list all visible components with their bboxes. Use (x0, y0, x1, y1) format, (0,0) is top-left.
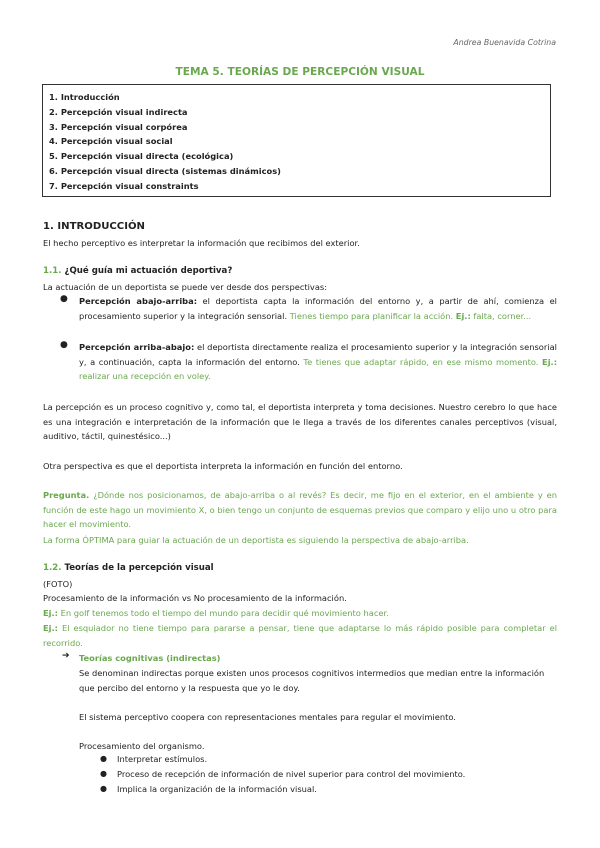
cognitive-theories-title: Teorías cognitivas (indirectas) (79, 653, 221, 663)
question-paragraph (43, 488, 557, 532)
example-text: En golf tenemos todo el tiempo del mundo para decidir qué movimiento hacer. (60, 608, 389, 618)
example-text: realizar una recepción en voley. (79, 371, 211, 381)
list-item: Implica la organización de la información visual. (117, 784, 317, 794)
question-text: ¿Dónde nos posicionamos, de abajo-arriba o al revés? Es decir, me fijo en el exterior, en el ambiente y en función de este hago un movimiento X, o bien tengo un conjunto de esquemas previos que comparo y elijo uno u otro para hacer el movimiento. (43, 490, 558, 529)
answer-paragraph: La forma ÓPTIMA para guiar la actuación de un deportista es siguiendo la perspectiva de abajo-arriba. (43, 535, 469, 545)
example-label: Ej.: (43, 608, 58, 618)
bullet-dot: ● (60, 340, 68, 350)
bullet-top-down (79, 340, 557, 384)
bullet-bottom-up (79, 294, 557, 323)
author-name: Andrea Buenavida Cotrina (453, 38, 556, 47)
table-of-contents (42, 84, 551, 197)
bullet-label: Percepción abajo-arriba: (79, 296, 198, 306)
subsection-title: ¿Qué guía mi actuación deportiva? (64, 266, 233, 276)
list-item: Proceso de recepción de información de nivel superior para control del movimiento. (117, 769, 466, 779)
example-label: Ej.: (43, 623, 58, 633)
bullet-note: Te tienes que adaptar rápido, en ese mismo momento. (303, 356, 539, 367)
bullet-text: el deportista capta la información del entorno y, a partir de ahí, comienza el procesamiento superior y la integración sensorial. (79, 296, 557, 321)
bullet-label: Percepción arriba-abajo: (79, 342, 195, 352)
question-label: Pregunta. (43, 490, 90, 500)
subsection-heading (43, 266, 557, 276)
bullet-text: el deportista directamente realiza el procesamiento superior y la integración sensorial y, a continuación, capta la información del entorno. (79, 342, 557, 367)
toc-item: 4. Percepción visual social (49, 136, 173, 147)
paragraph: Procesamiento de la información vs No procesamiento de la información. (43, 593, 347, 603)
subsection-lead: La actuación de un deportista se puede ver desde dos perspectivas: (43, 282, 328, 292)
toc-item: 1. Introducción (49, 92, 120, 102)
cognitive-theories-text: Se denominan indirectas porque existen unos procesos cognitivos intermedios que median entre la información que percibo del entorno y la respuesta que yo le doy. (79, 668, 545, 693)
example-label: Ej.: (542, 356, 558, 367)
toc-item: 7. Percepción visual constraints (49, 180, 199, 191)
photo-placeholder: (FOTO) (43, 579, 73, 589)
list-item: Interpretar estímulos. (117, 754, 208, 764)
toc-item: 6. Percepción visual directa (sistemas dinámicos) (49, 165, 281, 176)
toc-item: 3. Percepción visual corpórea (49, 121, 188, 132)
bullet-dot: ● (100, 784, 107, 793)
subsection-heading (43, 563, 557, 573)
example-text: El esquiador no tiene tiempo para pararse a pensar, tiene que adaptarse lo más rápido posible para completar el recorrido. (43, 623, 557, 648)
bullet-note: Tienes tiempo para planificar la acción. (289, 310, 454, 321)
example-ski (43, 621, 557, 650)
example-label: Ej.: (455, 310, 471, 321)
paragraph: Otra perspectiva es que el deportista interpreta la información en función del entorno. (43, 461, 403, 471)
paragraph: El sistema perceptivo coopera con representaciones mentales para regular el movimiento. (79, 712, 456, 722)
section-heading: 1. INTRODUCCIÓN (43, 221, 145, 232)
arrow-icon: ➔ (62, 651, 70, 661)
example-golf (43, 606, 557, 621)
section-intro: El hecho perceptivo es interpretar la información que recibimos del exterior. (43, 238, 360, 248)
subsection-number: 1.2. (43, 563, 62, 573)
bullet-dot: ● (100, 769, 107, 778)
paragraph: La percepción es un proceso cognitivo y, como tal, el deportista interpreta y toma decisiones. Nuestro cerebro lo que hace es una integración e interpretación de la información que le llega a través de los diferentes canales perceptivos (visual, auditivo, táctil, quinestésico...) (43, 402, 557, 441)
bullet-dot: ● (60, 294, 68, 304)
toc-item: 2. Percepción visual indirecta (49, 106, 188, 117)
example-text: falta, corner... (473, 310, 532, 321)
paragraph: Procesamiento del organismo. (79, 741, 205, 751)
toc-item: 5. Percepción visual directa (ecológica) (49, 151, 234, 162)
subsection-number: 1.1. (43, 266, 62, 276)
subsection-title: Teorías de la percepción visual (64, 563, 214, 573)
bullet-dot: ● (100, 754, 107, 763)
document-title: TEMA 5. TEORÍAS DE PERCEPCIÓN VISUAL (175, 66, 425, 78)
